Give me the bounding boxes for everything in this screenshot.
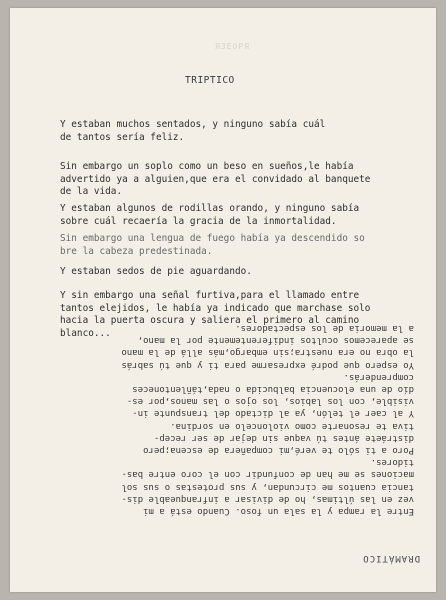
bleed-through-heading: ЯЗЕОРЯ [215,42,250,51]
paragraph-1: Y estaban muchos sentados, y ninguno sabía cuál de tantos sería feliz. [60,119,326,143]
paragraph-4: Sin embargo una lengua de fuego había ya descendido so bre la cabeza predestinada. [60,233,365,257]
page-title: TRIPTICO [185,75,235,86]
paragraph-3: Y estaban algunos de rodillas orando, y ninguno sabía sobre cuál recaería la gracia de la inmortalidad. [60,203,360,227]
paragraph-6: Y sin embargo una señal furtiva,para el llamado entre tantos elejidos, le había ya indicado que marchase solo hacia la puerta oscura y saliera el primero al camino blanco... [60,290,371,339]
upside-down-heading: DRAMÁTICO [362,553,420,563]
upside-down-text: Entre la rampa y la sala un foso. Cuando está a mi vez en las últimas, ho de divisar a infranqueable dis- tancia cuantos me circundan, y sus protestas o sus sol maciones se me han de confundir con el coro entre bas- tidores. Poro a ti sólo te veré,mi compañera de escena;pero distráete ántes tú vaque sin dejar de ser recep- tiva te resonarte como violoncelo en sordina. Y al caer el telón, ya al dictado del transpunte in- visible, con los labios, los ojos o las manos,por es- dío de una elocuencia balbucida o nada,táñlentoneces comprenderás. Yo espero que podré expresarme para ti y que tú sabrás la obra no era nuestra;sin embargo,más allá de la mano se aparecemos ocultos indiferentemente por la mano, a la memoria de los espectadores. [121,322,414,516]
paragraph-2: Sin embargo un soplo como un beso en sueños,le había advertido ya a alguien,que era el convidado al banquete de la vida. [60,161,371,197]
paragraph-5: Y estaban sedos de pie aguardando. [60,266,252,277]
upside-down-section [50,313,420,563]
typewritten-page [10,8,436,592]
